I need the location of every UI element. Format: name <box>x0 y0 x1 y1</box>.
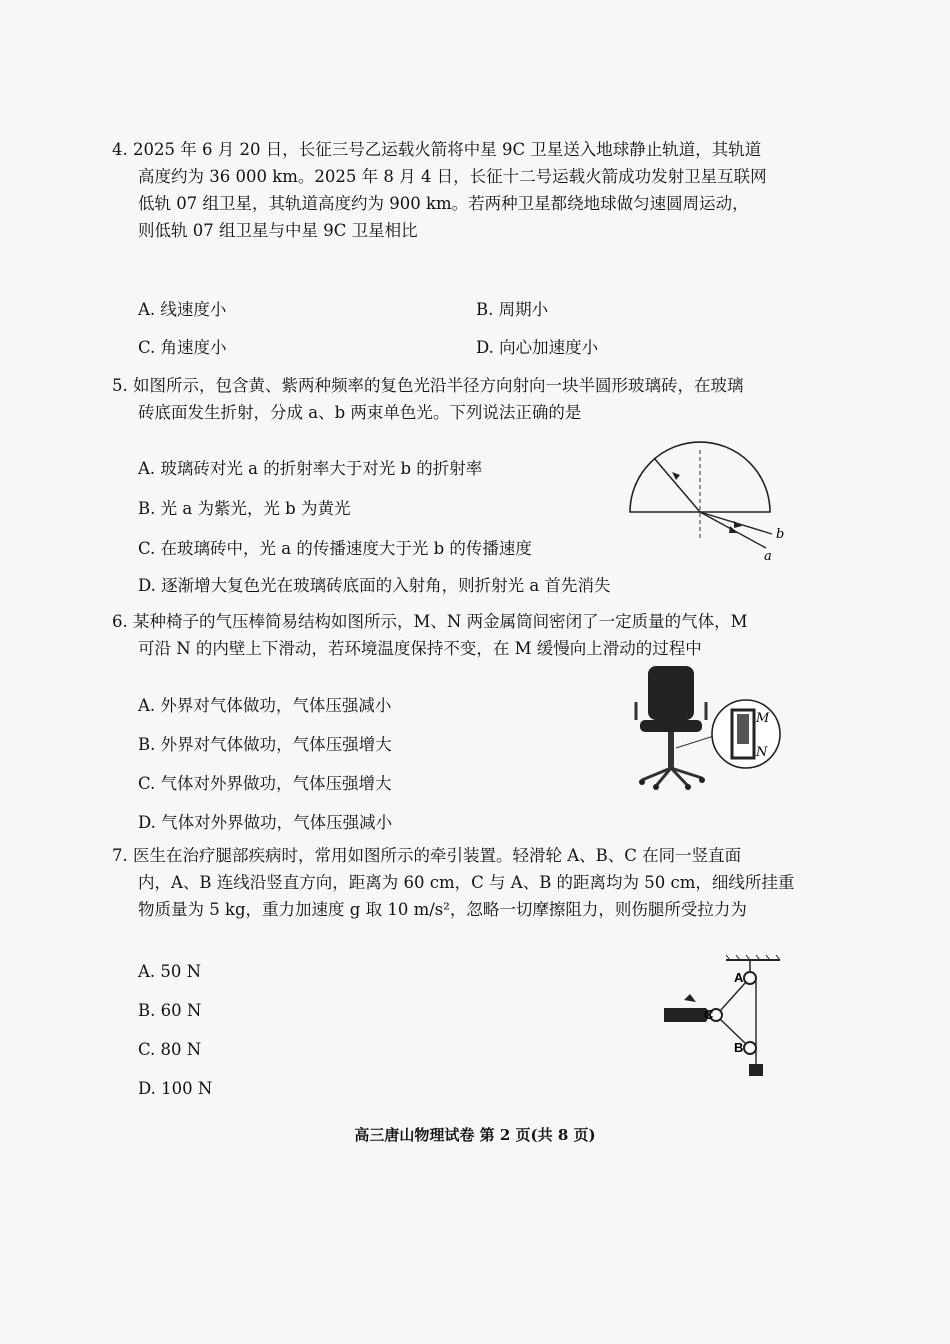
question-7-line-1: 7. 医生在治疗腿部疾病时，常用如图所示的牵引装置。轻滑轮 A、B、C 在同一竖直面 <box>112 846 742 865</box>
question-6-option-c: C. 气体对外界做功，气体压强增大 <box>138 774 392 793</box>
label-c: C <box>704 1007 714 1022</box>
question-4-option-b: B. 周期小 <box>476 300 549 319</box>
question-4-line-2: 高度约为 36 000 km。2025 年 8 月 4 日，长征十二号运载火箭成功发射卫星互联网 <box>138 167 767 186</box>
question-5 <box>112 372 802 426</box>
label-m: M <box>756 711 770 726</box>
incident-arrow-icon <box>672 472 680 480</box>
question-5-line-2: 砖底面发生折射，分成 a、b 两束单色光。下列说法正确的是 <box>138 403 582 422</box>
chair-seat-icon <box>640 720 702 732</box>
question-7-line-3: 物质量为 5 kg，重力加速度 g 取 10 m/s²，忽略一切摩擦阻力，则伤腿所受拉力为 <box>138 900 747 919</box>
question-7-line-2: 内，A、B 连线沿竖直方向，距离为 60 cm，C 与 A、B 的距离均为 50 cm，细线所挂重 <box>138 873 795 892</box>
label-b: B <box>734 1040 744 1055</box>
question-6-option-d: D. 气体对外界做功，气体压强减小 <box>138 813 393 832</box>
question-5-option-c: C. 在玻璃砖中，光 a 的传播速度大于光 b 的传播速度 <box>138 539 532 558</box>
question-6-option-b: B. 外界对气体做功，气体压强增大 <box>138 735 392 754</box>
question-7-option-b: B. 60 N <box>138 1001 202 1020</box>
chair-column-icon <box>668 732 674 768</box>
question-6-option-a: A. 外界对气体做功，气体压强减小 <box>138 696 392 715</box>
weight-icon <box>749 1064 763 1076</box>
label-b: b <box>776 527 785 542</box>
traction-figure <box>656 952 786 1082</box>
question-4-option-a: A. 线速度小 <box>138 300 227 319</box>
label-a: a <box>764 549 772 564</box>
label-a: A <box>734 970 744 985</box>
chair-back-icon <box>648 666 694 720</box>
question-7-option-d: D. 100 N <box>138 1079 213 1098</box>
question-6-line-2: 可沿 N 的内壁上下滑动，若环境温度保持不变，在 M 缓慢向上滑动的过程中 <box>138 639 702 658</box>
question-5-option-d: D. 逐渐增大复色光在玻璃砖底面的入射角，则折射光 a 首先消失 <box>138 576 611 595</box>
rope-a-c <box>720 982 746 1011</box>
question-5-option-b: B. 光 a 为紫光，光 b 为黄光 <box>138 499 351 518</box>
question-7-option-c: C. 80 N <box>138 1040 202 1059</box>
page-footer: 高三唐山物理试卷 第 2 页(共 8 页) <box>354 1126 596 1144</box>
chair-figure <box>622 662 794 792</box>
question-4 <box>112 136 802 244</box>
label-n: N <box>756 745 768 760</box>
question-6-line-1: 6. 某种椅子的气压棒简易结构如图所示，M、N 两金属筒间密闭了一定质量的气体，M <box>112 612 748 631</box>
glass-brick-figure <box>620 420 790 570</box>
question-5-line-1: 5. 如图所示，包含黄、紫两种频率的复色光沿半径方向射向一块半圆形玻璃砖，在玻璃 <box>112 376 744 395</box>
question-7 <box>112 842 802 923</box>
incident-ray <box>654 458 700 512</box>
question-4-line-3: 低轨 07 组卫星，其轨道高度约为 900 km。若两种卫星都绕地球做匀速圆周运动， <box>138 194 749 213</box>
question-4-option-c: C. 角速度小 <box>138 338 227 357</box>
foot-icon <box>684 994 696 1002</box>
cylinder-m-icon <box>737 714 749 744</box>
question-7-option-a: A. 50 N <box>138 962 202 981</box>
question-4-line-1: 4. 2025 年 6 月 20 日，长征三号乙运载火箭将中星 9C 卫星送入地球静止轨道，其轨道 <box>112 140 762 159</box>
question-4-option-d: D. 向心加速度小 <box>476 338 599 357</box>
question-5-option-a: A. 玻璃砖对光 a 的折射率大于对光 b 的折射率 <box>138 459 483 478</box>
question-4-line-4: 则低轨 07 组卫星与中星 9C 卫星相比 <box>138 221 418 240</box>
question-6 <box>112 608 802 662</box>
chair-base-icon <box>642 768 702 786</box>
